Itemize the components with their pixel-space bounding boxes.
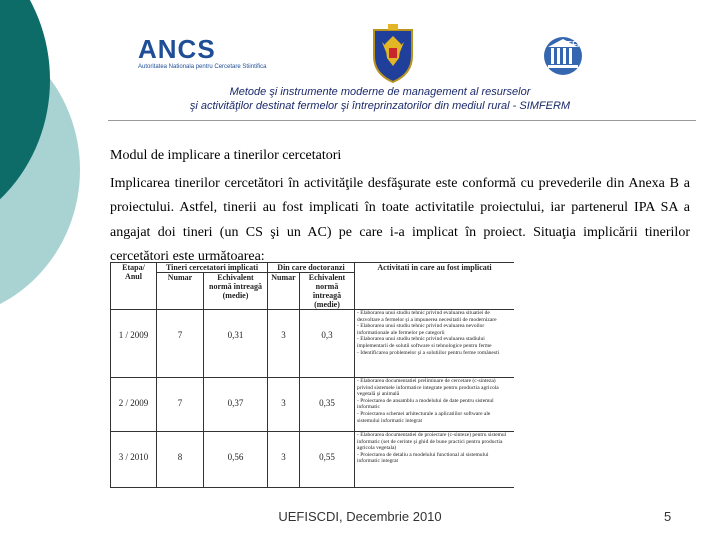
- activity-item: - Proiectarea schemei arhitecturale a aplicatiilor software ale sistemului informatic integrat: [357, 410, 491, 424]
- cell-etapa: 2 / 2009: [111, 378, 157, 432]
- cell-activities: [355, 378, 515, 432]
- uefiscdi-logo-text: UEFISCDI: [561, 40, 599, 49]
- cell-activities: [355, 432, 515, 488]
- activity-item: - Elaborarea documentatiei preliminare de cercetare (c-sinteza) privind sistemele informatice integrate pentru productia agricola vegetală şi animală: [357, 378, 499, 398]
- body-paragraph-text: Implicarea tinerilor cercetători în activităţile desfăşurate este conformă cu prevederile din Anexa B a proiectului. Astfel, tinerii au fost implicati în toate activitatile proiectului, iar partenerul IPA SA a angajat doi tineri (un CS şi un AC) pe care i-a implicat în proiect. Situaţia implicării tinerilor cercetători este următoarea:: [110, 176, 690, 265]
- activity-item: - Proiectarea de ansamblu a modelului de date pentru sistemul informatic: [357, 397, 494, 411]
- footer-text: UEFISCDI, Decembrie 2010: [278, 509, 442, 524]
- activity-item: - Elaborarea unui studiu tehnic privind evaluarea nevoilor informationale ale fermelor pe categorii: [357, 323, 485, 336]
- project-title-line-1: Metode şi instrumente moderne de management al resurselor: [229, 86, 531, 98]
- header-divider: [108, 120, 696, 121]
- body-paragraph: [110, 172, 690, 270]
- project-title-line-2: şi activităţilor destinat fermelor şi întreprinzatorilor din mediul rural - SIMFERM: [189, 100, 571, 112]
- cell-doc-numar: 3: [268, 378, 300, 432]
- cell-etapa: 1 / 2009: [111, 310, 157, 378]
- header-etapa: Etapa/ Anul: [111, 263, 157, 310]
- cell-numar: 7: [157, 310, 204, 378]
- researchers-table-wrapper: [110, 262, 514, 498]
- researchers-table: [110, 262, 514, 488]
- cell-doc-echivalent: 0,3: [300, 310, 355, 378]
- cell-numar: 8: [157, 432, 204, 488]
- cell-echivalent: 0,37: [204, 378, 268, 432]
- cell-echivalent: 0,56: [204, 432, 268, 488]
- cell-activities: [355, 310, 515, 378]
- cell-echivalent: 0,31: [204, 310, 268, 378]
- activity-item: - Identificarea problemelor şi a solutiilor pentru ferme românesti: [357, 349, 500, 356]
- subheader-doc-echivalent: Echivalent normă întreagă (medie): [300, 273, 355, 310]
- subheader-echivalent: Echivalent normă întreagă (medie): [204, 273, 268, 310]
- section-heading: Modul de implicare a tinerilor cercetatori: [110, 148, 342, 163]
- activity-item: - Proiectarea de detaliu a modelului functional al sistemului informatic integrat: [357, 451, 489, 465]
- activity-item: - Elaborarea documentatiei de proiectare (c-sinteze) pentru sistemul informatic (set de cerinte şi ghid de bune practici pentru productia agricola vegetala): [357, 432, 507, 452]
- table-row: [111, 310, 515, 378]
- ancs-logo-word: ANCS: [138, 34, 216, 64]
- table-header-row: [111, 263, 515, 273]
- subheader-doc-numar: Numar: [268, 273, 300, 310]
- project-title: [140, 85, 620, 113]
- ancs-logo-subtitle: Autoritatea Nationala pentru Cercetare Stiintifica: [138, 64, 267, 70]
- table-row: [111, 432, 515, 488]
- cell-doc-numar: 3: [268, 310, 300, 378]
- header-activitati: Activitati in care au fost implicati: [355, 263, 515, 310]
- header-doctoranzi: Din care doctoranzi: [268, 263, 355, 273]
- cell-numar: 7: [157, 378, 204, 432]
- cell-doc-numar: 3: [268, 432, 300, 488]
- activity-item: - Elaborarea unui studiu tehnic privind evaluarea stadiului implementarii de solutii software si tehnologice pentru ferme: [357, 336, 492, 349]
- cell-etapa: 3 / 2010: [111, 432, 157, 488]
- uefiscdi-logo: [543, 34, 603, 78]
- cell-doc-echivalent: 0,55: [300, 432, 355, 488]
- page-number: 5: [664, 509, 672, 524]
- coat-of-arms-icon: [368, 22, 418, 84]
- subheader-numar: Numar: [157, 273, 204, 310]
- ancs-logo: [138, 36, 338, 70]
- header-tineri: Tineri cercetatori implicati: [157, 263, 268, 273]
- cell-doc-echivalent: 0,35: [300, 378, 355, 432]
- table-row: [111, 378, 515, 432]
- activity-item: - Elaborarea unui studiu tehnic privind evaluarea situatiei de dezvoltare a fermelor şi a impunerea necesitatii de modernizare: [357, 310, 497, 323]
